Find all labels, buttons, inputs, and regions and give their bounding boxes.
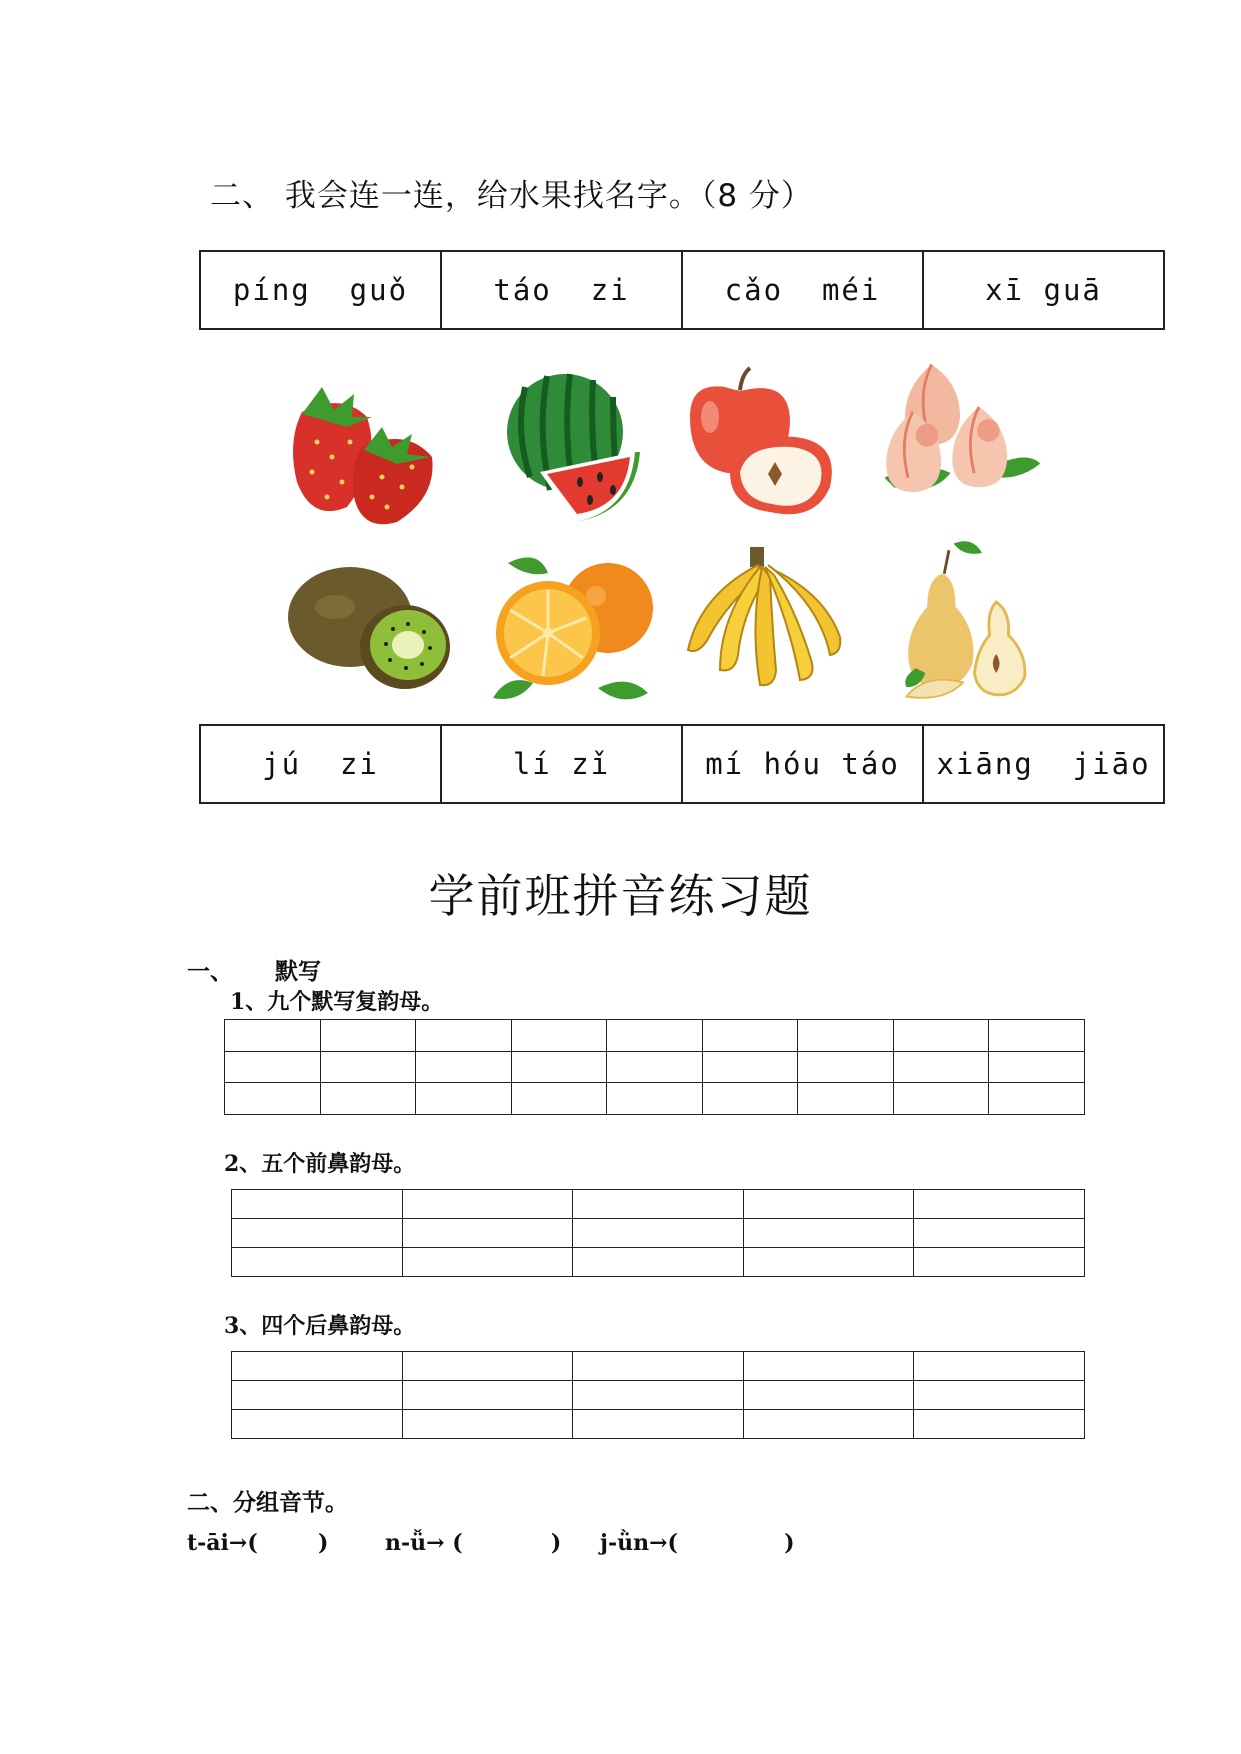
answer-cell[interactable] — [232, 1352, 403, 1381]
pinyin-cell[interactable]: lí zǐ — [442, 726, 683, 802]
answer-cell[interactable] — [989, 1083, 1085, 1115]
answer-grid-compound-finals — [224, 1019, 1085, 1115]
answer-cell[interactable] — [914, 1381, 1085, 1410]
answer-cell[interactable] — [402, 1219, 573, 1248]
answer-grid-front-nasal-finals — [231, 1189, 1085, 1277]
pinyin-cell[interactable]: jú zi — [201, 726, 442, 802]
answer-cell[interactable] — [702, 1020, 798, 1052]
pinyin-cell[interactable]: xī guā — [985, 273, 1102, 307]
answer-cell[interactable] — [798, 1083, 894, 1115]
answer-cell[interactable] — [402, 1248, 573, 1277]
answer-cell[interactable] — [511, 1051, 607, 1083]
answer-cell[interactable] — [225, 1020, 321, 1052]
answer-cell[interactable] — [702, 1051, 798, 1083]
syllable-expression: n-ǚ→ ( — [385, 1530, 463, 1556]
answer-cell[interactable] — [743, 1352, 914, 1381]
pinyin-cell[interactable]: cǎo méi — [683, 252, 924, 328]
answer-cell[interactable] — [743, 1190, 914, 1219]
answer-cell[interactable] — [914, 1219, 1085, 1248]
answer-cell[interactable] — [402, 1381, 573, 1410]
answer-cell[interactable] — [225, 1083, 321, 1115]
kiwi-icon[interactable] — [280, 552, 460, 722]
answer-cell[interactable] — [573, 1190, 744, 1219]
answer-cell[interactable] — [573, 1352, 744, 1381]
answer-cell[interactable] — [743, 1381, 914, 1410]
answer-cell[interactable] — [402, 1352, 573, 1381]
syllable-item — [187, 1530, 328, 1556]
answer-cell[interactable] — [225, 1051, 321, 1083]
answer-cell[interactable] — [573, 1410, 744, 1439]
answer-cell[interactable] — [416, 1051, 512, 1083]
answer-cell[interactable] — [798, 1020, 894, 1052]
answer-cell[interactable] — [511, 1020, 607, 1052]
answer-cell[interactable] — [743, 1410, 914, 1439]
top-pinyin-row — [199, 250, 1165, 330]
answer-cell[interactable] — [402, 1410, 573, 1439]
syllable-item — [600, 1530, 795, 1556]
part1-label: 默写 — [275, 958, 321, 985]
answer-cell[interactable] — [232, 1248, 403, 1277]
syllable-expression: j-ǜn→( — [600, 1530, 678, 1556]
answer-cell[interactable] — [989, 1020, 1085, 1052]
syllable-close-paren: ) — [550, 1530, 562, 1556]
question-2-label: 2、五个前鼻韵母。 — [224, 1151, 416, 1177]
answer-cell[interactable] — [402, 1190, 573, 1219]
syllable-close-paren: ) — [784, 1530, 795, 1556]
syllable-expression: t-āi→( — [187, 1530, 258, 1556]
answer-cell[interactable] — [607, 1051, 703, 1083]
answer-cell[interactable] — [573, 1381, 744, 1410]
answer-cell[interactable] — [914, 1190, 1085, 1219]
answer-cell[interactable] — [914, 1248, 1085, 1277]
watermelon-icon[interactable] — [485, 362, 665, 532]
answer-cell[interactable] — [416, 1083, 512, 1115]
answer-cell[interactable] — [232, 1219, 403, 1248]
syllable-close-paren: ) — [317, 1530, 329, 1556]
strawberry-icon[interactable] — [272, 372, 452, 542]
question-3-label: 3、四个后鼻韵母。 — [224, 1313, 416, 1339]
answer-cell[interactable] — [914, 1410, 1085, 1439]
answer-cell[interactable] — [743, 1248, 914, 1277]
pinyin-cell[interactable]: mí hóu táo — [683, 726, 924, 802]
part1-number: 一、 — [187, 958, 233, 985]
answer-cell[interactable] — [798, 1051, 894, 1083]
answer-cell[interactable] — [893, 1083, 989, 1115]
answer-cell[interactable] — [232, 1190, 403, 1219]
section-heading: 二、 我会连一连，给水果找名字。（8 分） — [210, 178, 813, 214]
apple-icon[interactable] — [670, 362, 850, 532]
answer-cell[interactable] — [320, 1083, 416, 1115]
pear-icon[interactable] — [892, 536, 1072, 706]
answer-cell[interactable] — [607, 1020, 703, 1052]
syllable-item — [385, 1530, 561, 1556]
pinyin-cell[interactable]: xiāng jiāo — [936, 747, 1151, 781]
pinyin-cell[interactable]: táo zi — [442, 252, 683, 328]
answer-cell[interactable] — [416, 1020, 512, 1052]
banana-icon[interactable] — [680, 545, 860, 715]
answer-cell[interactable] — [573, 1219, 744, 1248]
answer-grid-back-nasal-finals — [231, 1351, 1085, 1439]
peach-icon[interactable] — [870, 355, 1050, 525]
answer-cell[interactable] — [607, 1083, 703, 1115]
question-1-label: 1、九个默写复韵母。 — [230, 989, 444, 1015]
answer-cell[interactable] — [893, 1051, 989, 1083]
answer-cell[interactable] — [914, 1352, 1085, 1381]
answer-cell[interactable] — [320, 1051, 416, 1083]
answer-cell[interactable] — [573, 1248, 744, 1277]
answer-cell[interactable] — [511, 1083, 607, 1115]
answer-cell[interactable] — [232, 1381, 403, 1410]
part2-heading: 二、分组音节。 — [187, 1489, 348, 1516]
answer-cell[interactable] — [743, 1219, 914, 1248]
answer-cell[interactable] — [232, 1410, 403, 1439]
answer-cell[interactable] — [989, 1051, 1085, 1083]
answer-cell[interactable] — [320, 1020, 416, 1052]
bottom-pinyin-row — [199, 724, 1165, 804]
answer-cell[interactable] — [893, 1020, 989, 1052]
worksheet-title: 学前班拼音练习题 — [428, 869, 813, 923]
answer-cell[interactable] — [702, 1083, 798, 1115]
orange-icon[interactable] — [488, 548, 668, 718]
pinyin-cell[interactable]: píng guǒ — [201, 252, 442, 328]
